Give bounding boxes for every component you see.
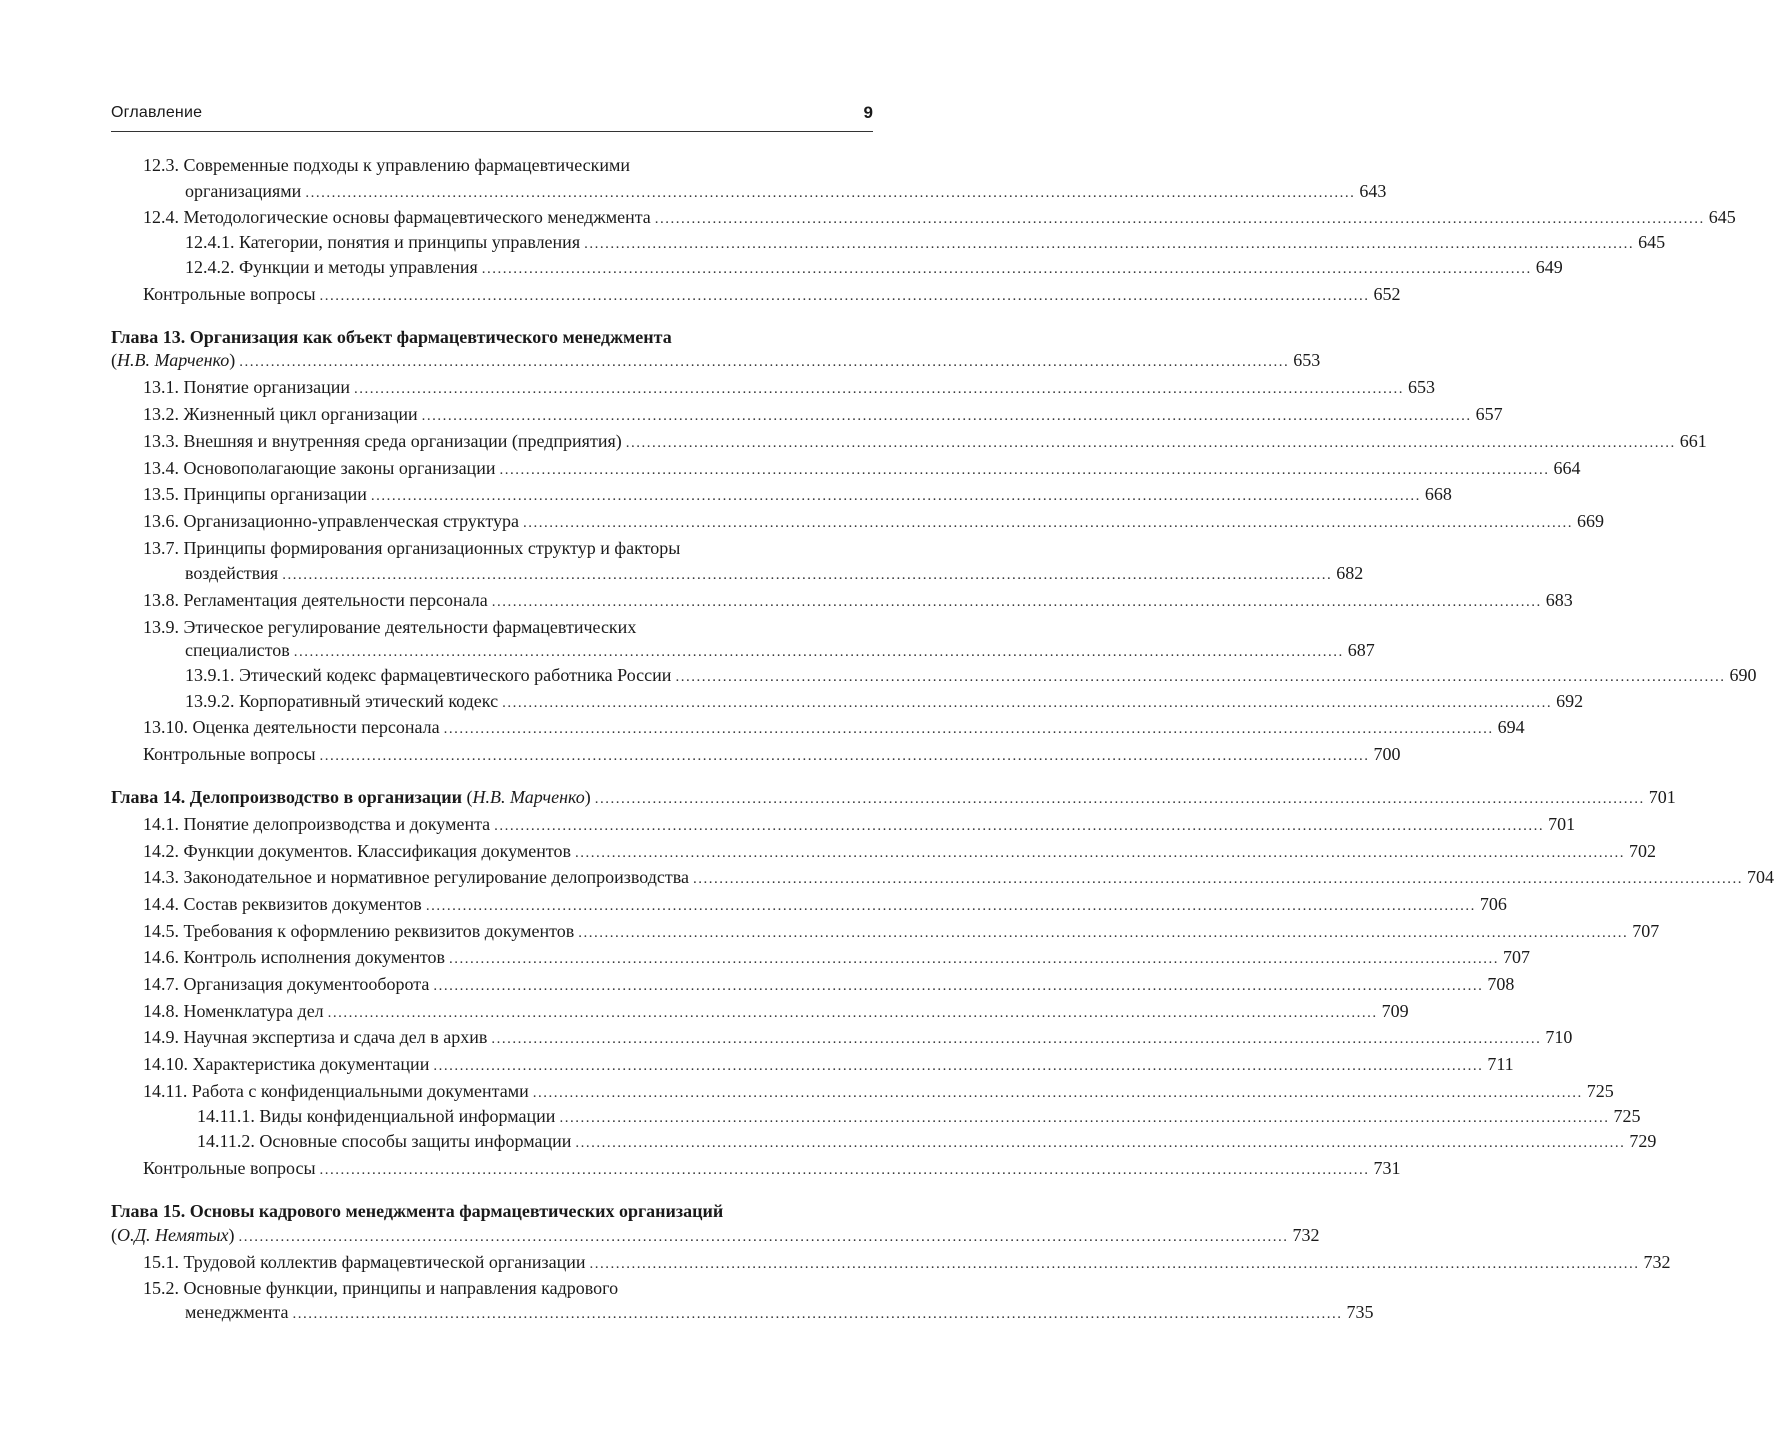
toc-entry-title: 13.9.2. Корпоративный этический кодекс <box>185 691 499 711</box>
toc-entry-title: 13.2. Жизненный цикл организации <box>143 404 418 424</box>
toc-entry-title: 14.8. Номенклатура дел <box>143 1001 324 1021</box>
toc-entry-title: 14.11. Работа с конфиденциальными документами <box>143 1081 529 1101</box>
toc-page-number: 707 <box>1503 947 1531 967</box>
toc-entry-title: 14.11.1. Виды конфиденциальной информации <box>197 1106 556 1126</box>
dot-leader: ........................................................................................................................................................................................................ <box>494 818 1545 834</box>
toc-page-number: 690 <box>1729 665 1757 685</box>
dot-leader: ........................................................................................................................................................................................................ <box>319 288 1370 304</box>
toc-page-number: 653 <box>1293 350 1321 370</box>
chapter-heading: Глава 14. Делопроизводство в организации (Н.В. Марченко) <box>111 787 591 807</box>
dot-leader: ........................................................................................................................................................................................................ <box>522 515 1573 531</box>
toc-page-number: 725 <box>1586 1081 1614 1101</box>
header-rule <box>111 131 873 132</box>
toc-entry-title-line1: 15.2. Основные функции, принципы и направления кадрового <box>143 1278 619 1298</box>
running-head <box>111 104 873 126</box>
toc-page-number: 643 <box>1359 181 1387 201</box>
dot-leader: ........................................................................................................................................................................................................ <box>491 1031 1542 1047</box>
chapter-author: (Н.В. Марченко) <box>111 350 236 370</box>
dot-leader: ........................................................................................................................................................................................................ <box>589 1256 1640 1272</box>
dot-leader: ........................................................................................................................................................................................................ <box>354 381 1405 397</box>
toc-page-number: 668 <box>1424 484 1452 504</box>
toc-entry-title: 14.5. Требования к оформлению реквизитов документов <box>143 921 575 941</box>
dot-leader: ........................................................................................................................................................................................................ <box>425 898 1476 914</box>
toc-entry-title-line1: 13.9. Этическое регулирование деятельности фармацевтических <box>143 617 637 637</box>
toc-page-number: 707 <box>1632 921 1660 941</box>
dot-leader: ........................................................................................................................................................................................................ <box>319 1162 1370 1178</box>
toc-entry-line <box>143 1026 1573 1048</box>
toc-page-number: 661 <box>1679 431 1707 451</box>
toc-page-number: 687 <box>1347 640 1375 660</box>
toc-entry-line <box>143 973 1515 995</box>
toc-page-number: 645 <box>1708 207 1736 227</box>
toc-entry-line <box>143 283 1401 305</box>
toc-entry-title: 12.4.2. Функции и методы управления <box>185 257 478 277</box>
toc-entry-line <box>185 664 1757 686</box>
toc-entry-line <box>143 840 1656 862</box>
dot-leader: ........................................................................................................................................................................................................ <box>433 978 1484 994</box>
dot-leader: ........................................................................................................................................................................................................ <box>239 354 1290 370</box>
toc-entry-title: 13.9.1. Этический кодекс фармацевтического работника России <box>185 665 672 685</box>
toc-entry-line <box>185 180 1387 202</box>
toc-entry-title: специалистов <box>185 640 290 660</box>
toc-page-number: 732 <box>1292 1225 1320 1245</box>
dot-leader: ........................................................................................................................................................................................................ <box>502 695 1553 711</box>
dot-leader: ........................................................................................................................................................................................................ <box>292 1306 1343 1322</box>
toc-page-number: 729 <box>1629 1131 1657 1151</box>
dot-leader: ........................................................................................................................................................................................................ <box>532 1085 1583 1101</box>
toc-entry-title: 12.4.1. Категории, понятия и принципы управления <box>185 232 581 252</box>
dot-leader: ........................................................................................................................................................................................................ <box>293 644 1344 660</box>
toc-entry-line <box>143 457 1581 479</box>
toc-entry-title-line1: 13.7. Принципы формирования организационных структур и факторы <box>143 538 681 558</box>
toc-entry-line <box>143 510 1604 532</box>
toc-page-number: 725 <box>1613 1106 1641 1126</box>
toc-entry-title: воздействия <box>185 563 279 583</box>
toc-entry-title: 14.1. Понятие делопроизводства и документа <box>143 814 491 834</box>
toc-entry-title: 14.4. Состав реквизитов документов <box>143 894 422 914</box>
toc-page-number: 735 <box>1346 1302 1374 1322</box>
toc-entry-line <box>111 349 1321 371</box>
dot-leader: ........................................................................................................................................................................................................ <box>282 567 1333 583</box>
toc-entry-line <box>143 946 1531 968</box>
toc-entry-title: 14.10. Характеристика документации <box>143 1054 430 1074</box>
toc-entry-line <box>197 1130 1657 1152</box>
dot-leader: ........................................................................................................................................................................................................ <box>421 408 1472 424</box>
toc-page-number: 652 <box>1373 284 1401 304</box>
page-number: 9 <box>863 103 873 122</box>
toc-entry-line <box>143 813 1576 835</box>
toc-page-number: 692 <box>1556 691 1584 711</box>
toc-page-number: 683 <box>1545 590 1573 610</box>
toc-entry-title: Контрольные вопросы <box>143 744 316 764</box>
toc-entry-title: 13.3. Внешняя и внутренняя среда организации (предприятия) <box>143 431 622 451</box>
dot-leader: ........................................................................................................................................................................................................ <box>692 871 1743 887</box>
author-name: Н.В. Марченко <box>472 787 585 807</box>
toc-entry-title: 13.8. Регламентация деятельности персонала <box>143 590 488 610</box>
toc-entry-title: 13.10. Оценка деятельности персонала <box>143 717 440 737</box>
toc-page-number: 711 <box>1487 1054 1514 1074</box>
toc-page-number: 710 <box>1545 1027 1573 1047</box>
toc-page-number: 731 <box>1373 1158 1401 1178</box>
toc-entry-title: 15.1. Трудовой коллектив фармацевтической организации <box>143 1252 586 1272</box>
toc-entry-line <box>143 376 1436 398</box>
toc-page-number: 657 <box>1475 404 1503 424</box>
toc-entry-title: менеджмента <box>185 1302 289 1322</box>
dot-leader: ........................................................................................................................................................................................................ <box>481 261 1532 277</box>
chapter-heading: Глава 15. Основы кадрового менеджмента фармацевтических организаций <box>111 1201 724 1221</box>
dot-leader: ........................................................................................................................................................................................................ <box>443 721 1494 737</box>
toc-page-number: 700 <box>1373 744 1401 764</box>
toc-page-number: 653 <box>1408 377 1436 397</box>
toc-page-number: 645 <box>1638 232 1666 252</box>
toc-entry-line <box>143 403 1503 425</box>
toc-entry-title: Контрольные вопросы <box>143 284 316 304</box>
toc-entry-line <box>143 1251 1671 1273</box>
toc-page-number: 706 <box>1479 894 1507 914</box>
toc-entry-line <box>143 1000 1409 1022</box>
toc-entry-line <box>111 786 1676 808</box>
toc-entry-title: организациями <box>185 181 302 201</box>
dot-leader: ........................................................................................................................................................................................................ <box>559 1110 1610 1126</box>
toc-page-number: 682 <box>1336 563 1364 583</box>
toc-page-number: 669 <box>1576 511 1604 531</box>
dot-leader: ........................................................................................................................................................................................................ <box>238 1229 1289 1245</box>
toc-entry-line <box>143 1053 1514 1075</box>
toc-page-number: 732 <box>1643 1252 1671 1272</box>
toc-entry-line <box>185 231 1666 253</box>
dot-leader: ........................................................................................................................................................................................................ <box>499 462 1550 478</box>
toc-entry-title: 14.2. Функции документов. Классификация документов <box>143 841 571 861</box>
toc-entry-line <box>185 562 1364 584</box>
running-head-title: Оглавление <box>111 104 203 121</box>
dot-leader: ........................................................................................................................................................................................................ <box>625 435 1676 451</box>
toc-entry-line <box>111 1224 1320 1246</box>
toc-entry-line <box>185 256 1563 278</box>
toc-page-number: 702 <box>1629 841 1656 861</box>
toc-page-number: 709 <box>1381 1001 1409 1021</box>
chapter-heading: Глава 13. Организация как объект фармацевтического менеджмента <box>111 327 672 347</box>
dot-leader: ........................................................................................................................................................................................................ <box>654 211 1705 227</box>
dot-leader: ........................................................................................................................................................................................................ <box>327 1005 1378 1021</box>
chapter-author: (О.Д. Немятых) <box>111 1225 235 1245</box>
toc-entry-line <box>143 430 1707 452</box>
dot-leader: ........................................................................................................................................................................................................ <box>584 236 1635 252</box>
toc-entry-title-line1: 12.3. Современные подходы к управлению фармацевтическими <box>143 155 631 175</box>
dot-leader: ........................................................................................................................................................................................................ <box>575 1135 1626 1151</box>
toc-page-number: 701 <box>1548 814 1576 834</box>
toc-entry-title: 14.7. Организация документооборота <box>143 974 430 994</box>
toc-entry-title: 14.9. Научная экспертиза и сдача дел в архив <box>143 1027 488 1047</box>
author-name: О.Д. Немятых <box>117 1225 229 1245</box>
toc-entry-line <box>143 1080 1614 1102</box>
toc-entry-title: 13.5. Принципы организации <box>143 484 367 504</box>
toc-page-number: 708 <box>1487 974 1515 994</box>
author-name: Н.В. Марченко <box>117 350 230 370</box>
toc-entry-line <box>143 716 1525 738</box>
dot-leader: ........................................................................................................................................................................................................ <box>675 669 1726 685</box>
toc-entry-line <box>143 206 1736 228</box>
toc-entry-line <box>143 589 1573 611</box>
toc-entry-title: 14.11.2. Основные способы защиты информации <box>197 1131 572 1151</box>
toc-entry-title: 14.3. Законодательное и нормативное регулирование делопроизводства <box>143 867 689 887</box>
toc-page-number: 664 <box>1553 458 1581 478</box>
toc-page-number: 649 <box>1535 257 1563 277</box>
dot-leader: ........................................................................................................................................................................................................ <box>491 594 1542 610</box>
toc-entry-line <box>143 920 1660 942</box>
toc-entry-title: 13.4. Основополагающие законы организации <box>143 458 496 478</box>
toc-entry-line <box>143 893 1507 915</box>
toc-entry-title: 14.6. Контроль исполнения документов <box>143 947 446 967</box>
toc-entry-title: 13.6. Организационно-управленческая структура <box>143 511 519 531</box>
chapter-title: Глава 14. Делопроизводство в организации <box>111 787 463 807</box>
dot-leader: ........................................................................................................................................................................................................ <box>433 1058 1484 1074</box>
toc-entry-title: Контрольные вопросы <box>143 1158 316 1178</box>
dot-leader: ........................................................................................................................................................................................................ <box>578 925 1629 941</box>
toc-page-number: 704 <box>1746 867 1774 887</box>
dot-leader: ........................................................................................................................................................................................................ <box>305 185 1356 201</box>
toc-entry-title: 12.4. Методологические основы фармацевтического менеджмента <box>143 207 651 227</box>
toc-entry-line <box>185 639 1375 661</box>
toc-entry-line <box>185 690 1584 712</box>
dot-leader: ........................................................................................................................................................................................................ <box>319 748 1370 764</box>
dot-leader: ........................................................................................................................................................................................................ <box>449 951 1500 967</box>
dot-leader: ........................................................................................................................................................................................................ <box>575 845 1625 861</box>
toc-entry-line <box>143 483 1452 505</box>
toc-page-number: 694 <box>1497 717 1525 737</box>
dot-leader: ........................................................................................................................................................................................................ <box>370 488 1421 504</box>
toc-entry-line <box>185 1301 1374 1323</box>
toc-entry-line <box>197 1105 1641 1127</box>
dot-leader: ........................................................................................................................................................................................................ <box>594 791 1645 807</box>
toc-page-number: 701 <box>1648 787 1676 807</box>
toc-entry-title: 13.1. Понятие организации <box>143 377 351 397</box>
toc-entry-line <box>143 866 1774 888</box>
toc-entry-line <box>143 743 1401 765</box>
toc-entry-line <box>143 1157 1401 1179</box>
